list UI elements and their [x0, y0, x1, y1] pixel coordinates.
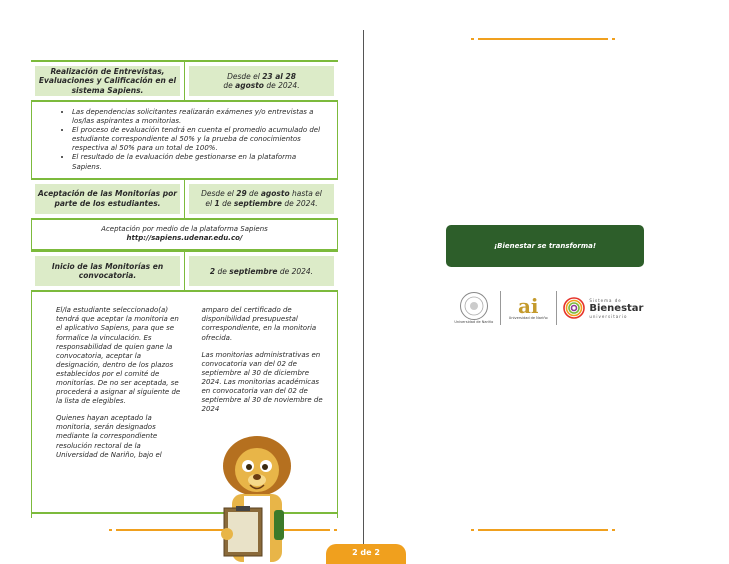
evaluation-notes — [31, 102, 338, 178]
acceptance-text: Aceptación por medio de la plataforma Sapiens — [101, 224, 268, 233]
sapiens-link[interactable]: http://sapiens.udenar.edu.co/ — [126, 234, 243, 243]
list-item: • Las dependencias solicitantes realizarán exámenes y/o entrevistas a los/las aspirantes a monitorias. — [72, 108, 327, 126]
page-number-badge: 2 de 2 — [326, 544, 406, 564]
schedule-row-interviews — [31, 60, 338, 102]
details-column-2: amparo del certificado de disponibilidad presupuestal correspondiente, en la monitoria ofrecida. Las monitorias administrativas en convocatoria van del 02 de septiembre al 30 de diciembre 2024. Las monitorias académicas en convocatoria van del 02 de septiembre al 30 de noviembre de 2024 — [201, 306, 323, 414]
row-date: Desde el 29 de agosto hasta el el 1 de septiembre de 2024. — [189, 184, 334, 214]
schedule-row-acceptance — [31, 178, 338, 220]
acceptance-info — [31, 220, 338, 251]
lion-mascot-icon — [214, 430, 300, 562]
bienestar-spiral-icon — [563, 297, 585, 319]
ai-logo: ai Universidad de Nariño — [508, 294, 548, 320]
list-item: • El resultado de la evaluación debe gestionarse en la plataforma Sapiens. — [72, 153, 327, 171]
row-date: 2 de septiembre de 2024. — [189, 256, 334, 286]
decor-line-bottom-right — [478, 529, 608, 531]
campaign-banner: ¡Bienestar se transforma! — [446, 225, 644, 267]
row-activity: Inicio de las Monitorías en convocatoria. — [35, 256, 180, 286]
university-seal-icon — [460, 292, 488, 320]
details-column-1: El/la estudiante seleccionado(a) tendrá que aceptar la monitoria en el aplicativo Sapiens, para que se formalice la vinculación. Es responsabilidad de quien gane la convocatoria, aceptar la designación, dentro de los plazos establecidos por el comité de monitorías. De no ser aceptada, se procederá a asignar al siguiente de la lista de elegibles. Quienes hayan aceptado la monitoria, serán designados mediante la correspondiente resolución rectoral de la Universidad de Nariño, bajo el — [56, 306, 181, 459]
institutional-logos — [454, 287, 644, 329]
schedule-row-start — [31, 250, 338, 292]
list-item: • El proceso de evaluación tendrá en cuenta el promedio acumulado del estudiante correspondiente al 50% y la prueba de conocimientos respectiva al 50% para un total de 100%. — [72, 126, 327, 153]
decor-line-top-right — [478, 38, 608, 40]
bienestar-logo: Sistema de Bienestar universitario — [563, 287, 644, 329]
row-activity: Realización de Entrevistas, Evaluaciones y Calificación en el sistema Sapiens. — [35, 66, 180, 96]
row-date: Desde el 23 al 28 de agosto de 2024. — [189, 66, 334, 96]
page-divider — [363, 30, 364, 550]
udenar-logo: Universidad de Nariño — [454, 287, 494, 329]
row-activity: Aceptación de las Monitorías por parte de los estudiantes. — [35, 184, 180, 214]
